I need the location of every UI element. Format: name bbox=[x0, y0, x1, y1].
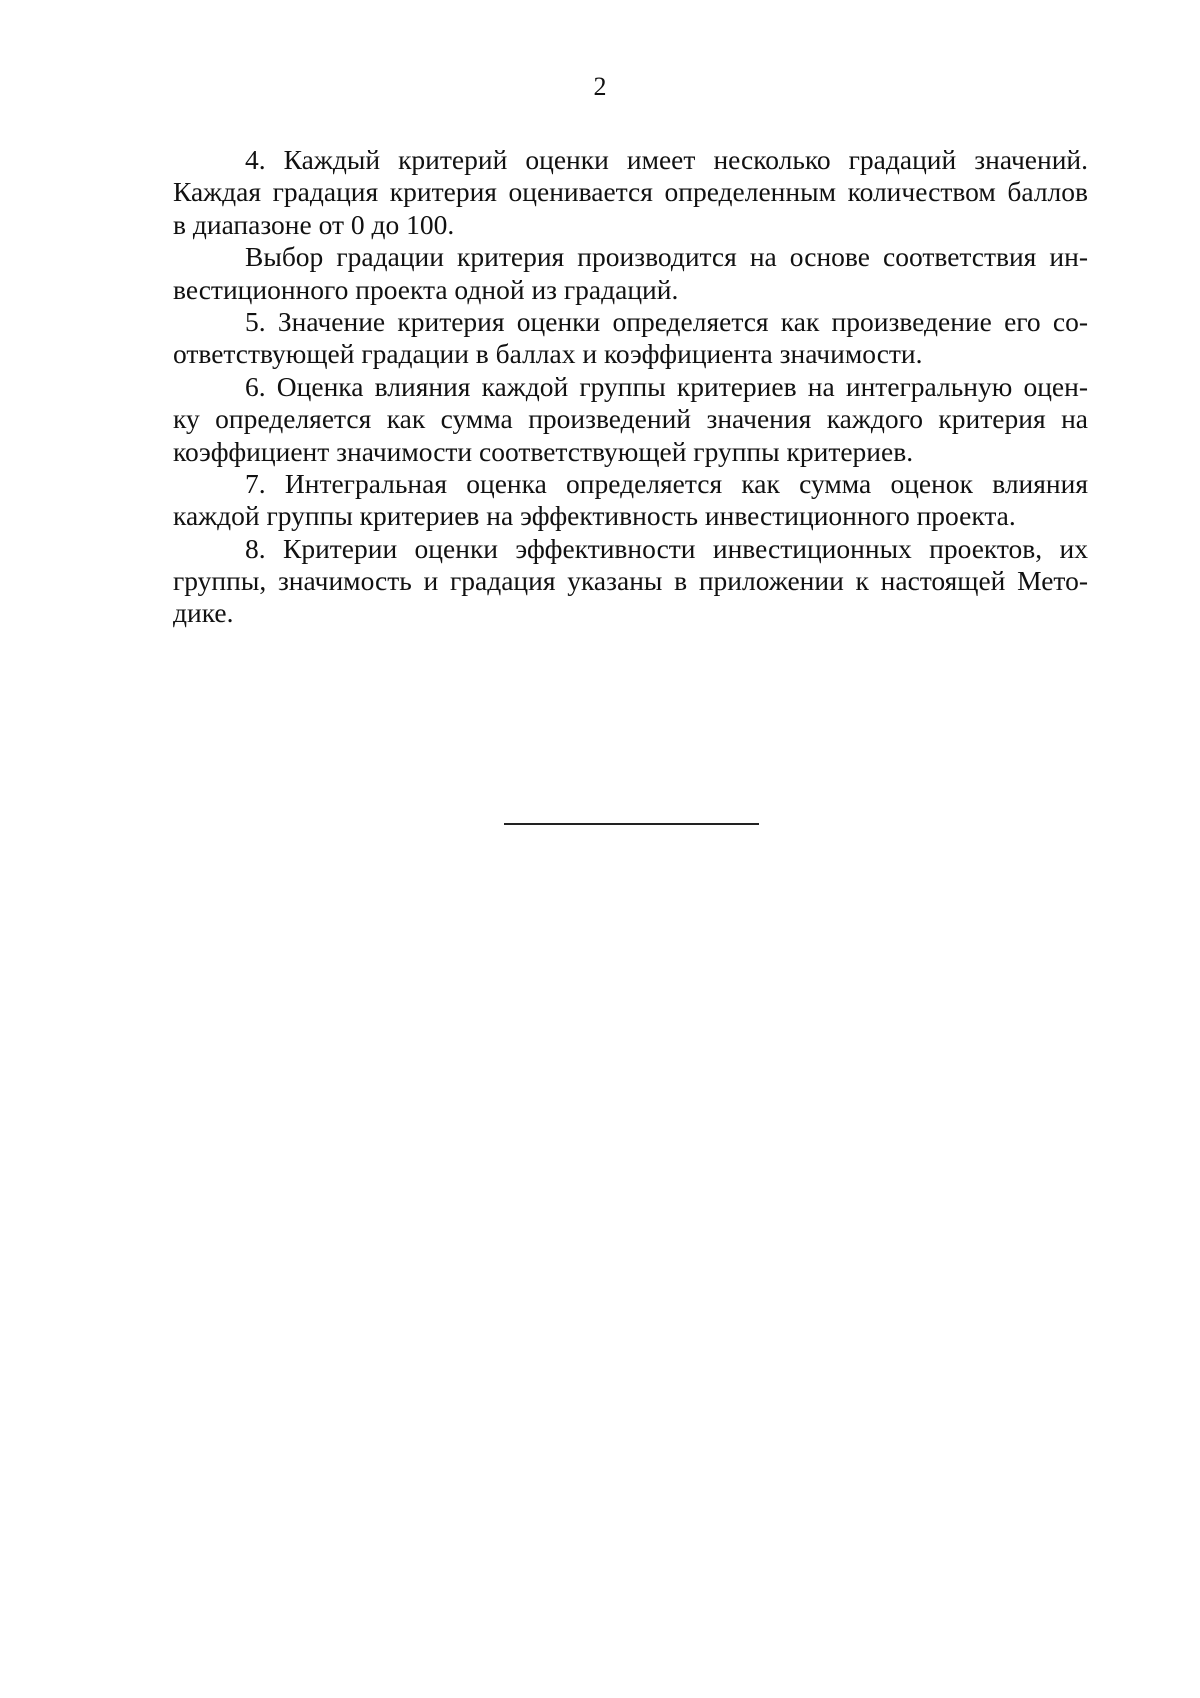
paragraph-line: 7. Интегральная оценка определяется как сумма оценок влияния bbox=[245, 467, 1088, 499]
paragraph-7 bbox=[173, 468, 1088, 533]
paragraph-line: 5. Значение критерия оценки определяется как произведение его со- bbox=[245, 305, 1088, 337]
paragraph-line: 8. Критерии оценки эффективности инвестиционных проектов, их bbox=[245, 532, 1088, 564]
paragraph-line: дике. bbox=[173, 597, 234, 629]
paragraph-6 bbox=[173, 371, 1088, 468]
paragraph-line: Выбор градации критерия производится на основе соответствия ин- bbox=[245, 241, 1088, 273]
paragraph-4 bbox=[173, 144, 1088, 241]
end-of-document-rule bbox=[504, 823, 759, 825]
paragraph-gradation-choice bbox=[173, 241, 1088, 306]
paragraph-line: 4. Каждый критерий оценки имеет несколько градаций значений. bbox=[245, 144, 1088, 175]
paragraph-line: каждой группы критериев на эффективность инвестиционного проекта. bbox=[173, 500, 1016, 532]
paragraph-line: коэффициент значимости соответствующей группы критериев. bbox=[173, 435, 914, 467]
paragraph-line: ку определяется как сумма произведений значения каждого критерия на bbox=[173, 403, 1088, 435]
paragraph-line: в диапазоне от 0 до 100. bbox=[173, 208, 455, 240]
page-number: 2 bbox=[593, 72, 607, 101]
paragraph-line: Каждая градация критерия оценивается определенным количеством баллов bbox=[173, 176, 1088, 208]
document-body bbox=[173, 144, 1088, 630]
paragraph-5 bbox=[173, 306, 1088, 371]
paragraph-8 bbox=[173, 533, 1088, 630]
paragraph-line: группы, значимость и градация указаны в приложении к настоящей Мето- bbox=[173, 565, 1088, 597]
paragraph-line: ответствующей градации в баллах и коэффициента значимости. bbox=[173, 338, 923, 370]
paragraph-line: 6. Оценка влияния каждой группы критериев на интегральную оцен- bbox=[245, 370, 1088, 402]
paragraph-line: вестиционного проекта одной из градаций. bbox=[173, 273, 679, 305]
